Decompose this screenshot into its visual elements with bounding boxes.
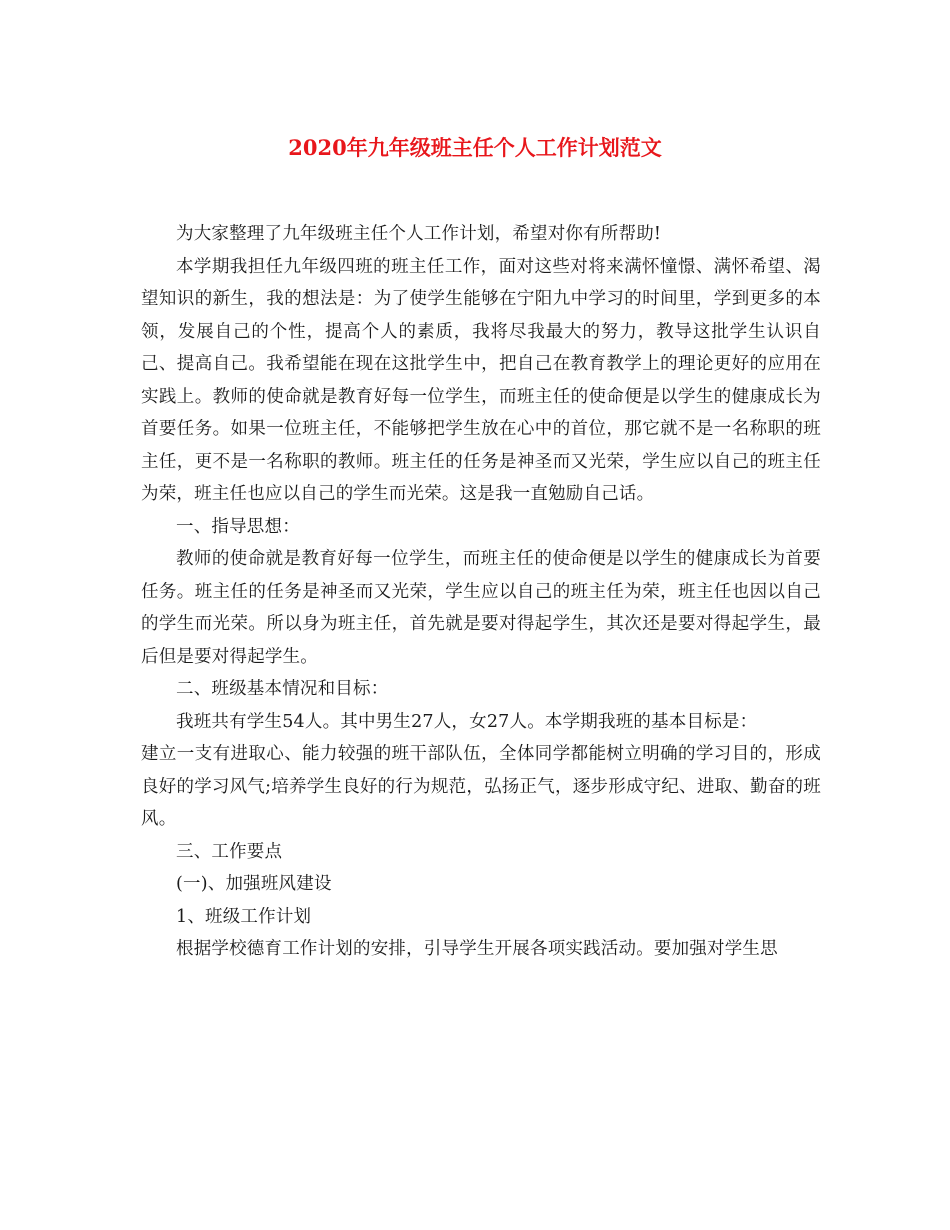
section-heading-guiding-thought: 一、指导思想：	[176, 516, 300, 537]
paragraph-class-stats: 我班共有学生54人。其中男生27人，女27人。本学期我班的基本目标是：	[176, 711, 758, 732]
document-title: 2020年九年级班主任个人工作计划范文	[288, 135, 662, 160]
section-heading-class-situation: 二、班级基本情况和目标：	[176, 679, 389, 699]
paragraph-intro: 为大家整理了九年级班主任个人工作计划，希望对你有所帮助!	[176, 224, 662, 244]
paragraph-class-goals: 建立一支有进取心、能力较强的班干部队伍，全体同学都能树立明确的学习目的，形成良好的学习风气;培养学生良好的行为规范，弘扬正气，逐步形成守纪、进取、勤奋的班风。	[141, 744, 821, 829]
subsection-heading-work-plan: 1、班级工作计划	[176, 906, 312, 927]
document-body	[141, 218, 821, 966]
paragraph-work-plan: 根据学校德育工作计划的安排，引导学生开展各项实践活动。要加强对学生思	[176, 939, 778, 959]
section-heading-work-points: 三、工作要点	[176, 841, 283, 862]
paragraph-teacher-statement: 本学期我担任九年级四班的班主任工作，面对这些对将来满怀憧憬、满怀希望、渴望知识的新生，我的想法是：为了使学生能够在宁阳九中学习的时间里，学到更多的本领，发展自己的个性，提高个人的素质，我将尽我最大的努力，教导这批学生认识自己、提高自己。我希望能在现在这批学生中，把自己在教育教学上的理论更好的应用在实践上。教师的使命就是教育好每一位学生，而班主任的使命便是以学生的健康成长为首要任务。如果一位班主任，不能够把学生放在心中的首位，那它就不是一名称职的班主任，更不是一名称职的教师。班主任的任务是神圣而又光荣，学生应以自己的班主任为荣，班主任也应以自己的学生而光荣。这是我一直勉励自己话。	[141, 256, 821, 504]
paragraph-guiding-thought: 教师的使命就是教育好每一位学生，而班主任的使命便是以学生的健康成长为首要任务。班主任的任务是神圣而又光荣，学生应以自己的班主任为荣，班主任也因以自己的学生而光荣。所以身为班主任，首先就是要对得起学生，其次还是要对得起学生，最后但是要对得起学生。	[141, 549, 821, 667]
subsection-heading-class-style: (一)、加强班风建设	[176, 874, 332, 894]
